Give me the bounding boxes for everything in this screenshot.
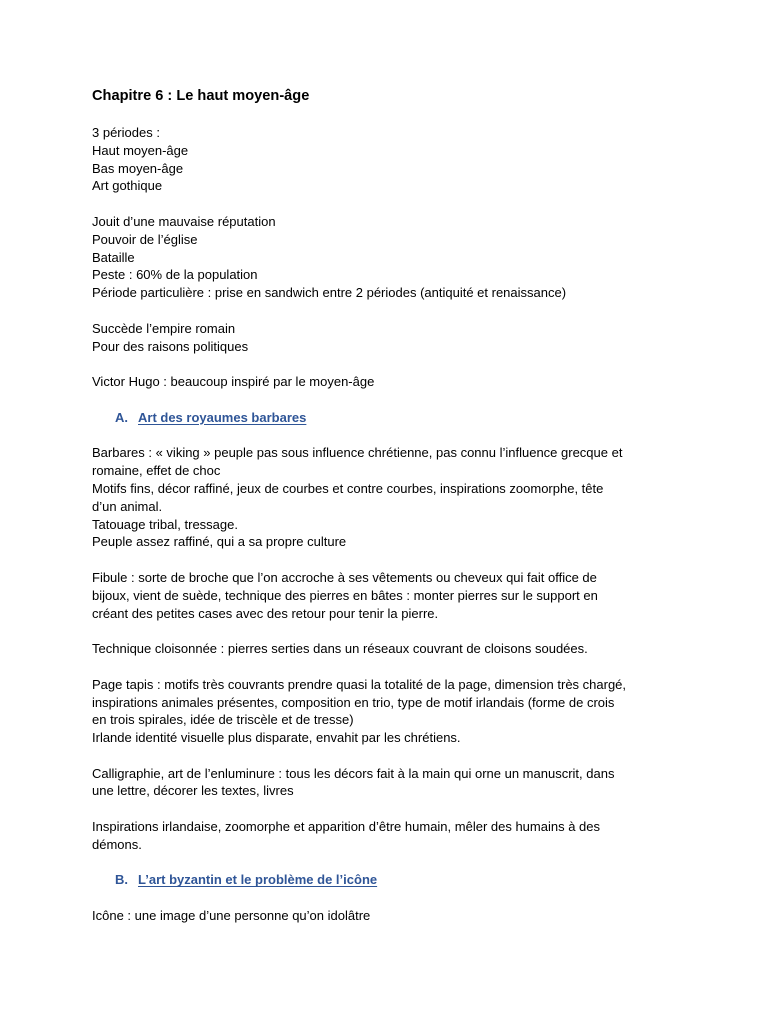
text-line: d’un animal.: [92, 498, 163, 514]
text-line: 3 périodes :: [92, 125, 160, 140]
text-line: Calligraphie, art de l’enluminure : tous les décors fait à la main qui orne un manuscrit, dans: [92, 765, 615, 781]
section-heading: [92, 871, 692, 889]
text-line: démons.: [92, 836, 142, 852]
text-line: Haut moyen-âge: [92, 142, 189, 158]
paragraph: [92, 444, 692, 551]
text-line: Pour des raisons politiques: [92, 338, 249, 354]
text-line: Icône : une image d’une personne qu’on idolâtre: [92, 908, 371, 924]
text-line: Barbares : « viking » peuple pas sous influence chrétienne, pas connu l’influence grecque et: [92, 445, 623, 461]
paragraph: [92, 569, 692, 622]
text-line: Page tapis : motifs très couvrants prendre quasi la totalité de la page, dimension très chargé,: [92, 676, 627, 692]
paragraph: [92, 676, 692, 747]
paragraph: [92, 373, 692, 391]
chapter-title: Chapitre 6 : Le haut moyen-âge: [92, 88, 310, 104]
text-line: Période particulière : prise en sandwich entre 2 périodes (antiquité et renaissance): [92, 285, 567, 301]
text-line: Art gothique: [92, 178, 163, 194]
section-heading-text: L’art byzantin et le problème de l’icône: [138, 872, 378, 888]
text-line: Bataille: [92, 249, 135, 265]
text-line: Inspirations irlandaise, zoomorphe et apparition d’être humain, mêler des humains à des: [92, 819, 601, 835]
paragraph: [92, 765, 692, 801]
text-line: Jouit d’une mauvaise réputation: [92, 213, 276, 229]
paragraph: [92, 907, 692, 925]
section-heading: [92, 409, 692, 427]
paragraph: [92, 213, 692, 302]
text-line: en trois spirales, idée de triscèle et de tresse): [92, 712, 354, 728]
text-line: inspirations animales présentes, composition en trio, type de motif irlandais (forme de crois: [92, 694, 615, 710]
text-line: créant des petites cases avec des retour pour tenir la pierre.: [92, 605, 439, 621]
text-line: Fibule : sorte de broche que l’on accroche à ses vêtements ou cheveux qui fait office de: [92, 569, 597, 585]
text-line: Technique cloisonnée : pierres serties dans un réseaux couvrant de cloisons soudées.: [92, 641, 588, 657]
text-line: Motifs fins, décor raffiné, jeux de courbes et contre courbes, inspirations zoomorphe, tête: [92, 480, 604, 496]
text-line: Pouvoir de l’église: [92, 231, 198, 247]
text-line: Victor Hugo : beaucoup inspiré par le moyen-âge: [92, 374, 375, 390]
text-line: Peste : 60% de la population: [92, 267, 258, 283]
paragraph: [92, 640, 692, 658]
text-line: Succède l’empire romain: [92, 320, 236, 336]
paragraph: [92, 124, 692, 195]
paragraph: [92, 818, 692, 854]
paragraph: [92, 320, 692, 356]
section-marker: A.: [115, 409, 128, 425]
text-line: Peuple assez raffiné, qui a sa propre culture: [92, 534, 347, 550]
section-heading-text: Art des royaumes barbares: [138, 409, 307, 425]
document-page: [92, 86, 692, 943]
text-line: romaine, effet de choc: [92, 463, 221, 479]
document-body: [92, 124, 692, 925]
text-line: Bas moyen-âge: [92, 160, 184, 176]
section-marker: B.: [115, 872, 128, 888]
text-line: Tatouage tribal, tressage.: [92, 516, 238, 532]
text-line: bijoux, vient de suède, technique des pierres en bâtes : monter pierres sur le support en: [92, 587, 598, 603]
text-line: une lettre, décorer les textes, livres: [92, 783, 294, 799]
text-line: Irlande identité visuelle plus disparate, envahit par les chrétiens.: [92, 730, 461, 746]
